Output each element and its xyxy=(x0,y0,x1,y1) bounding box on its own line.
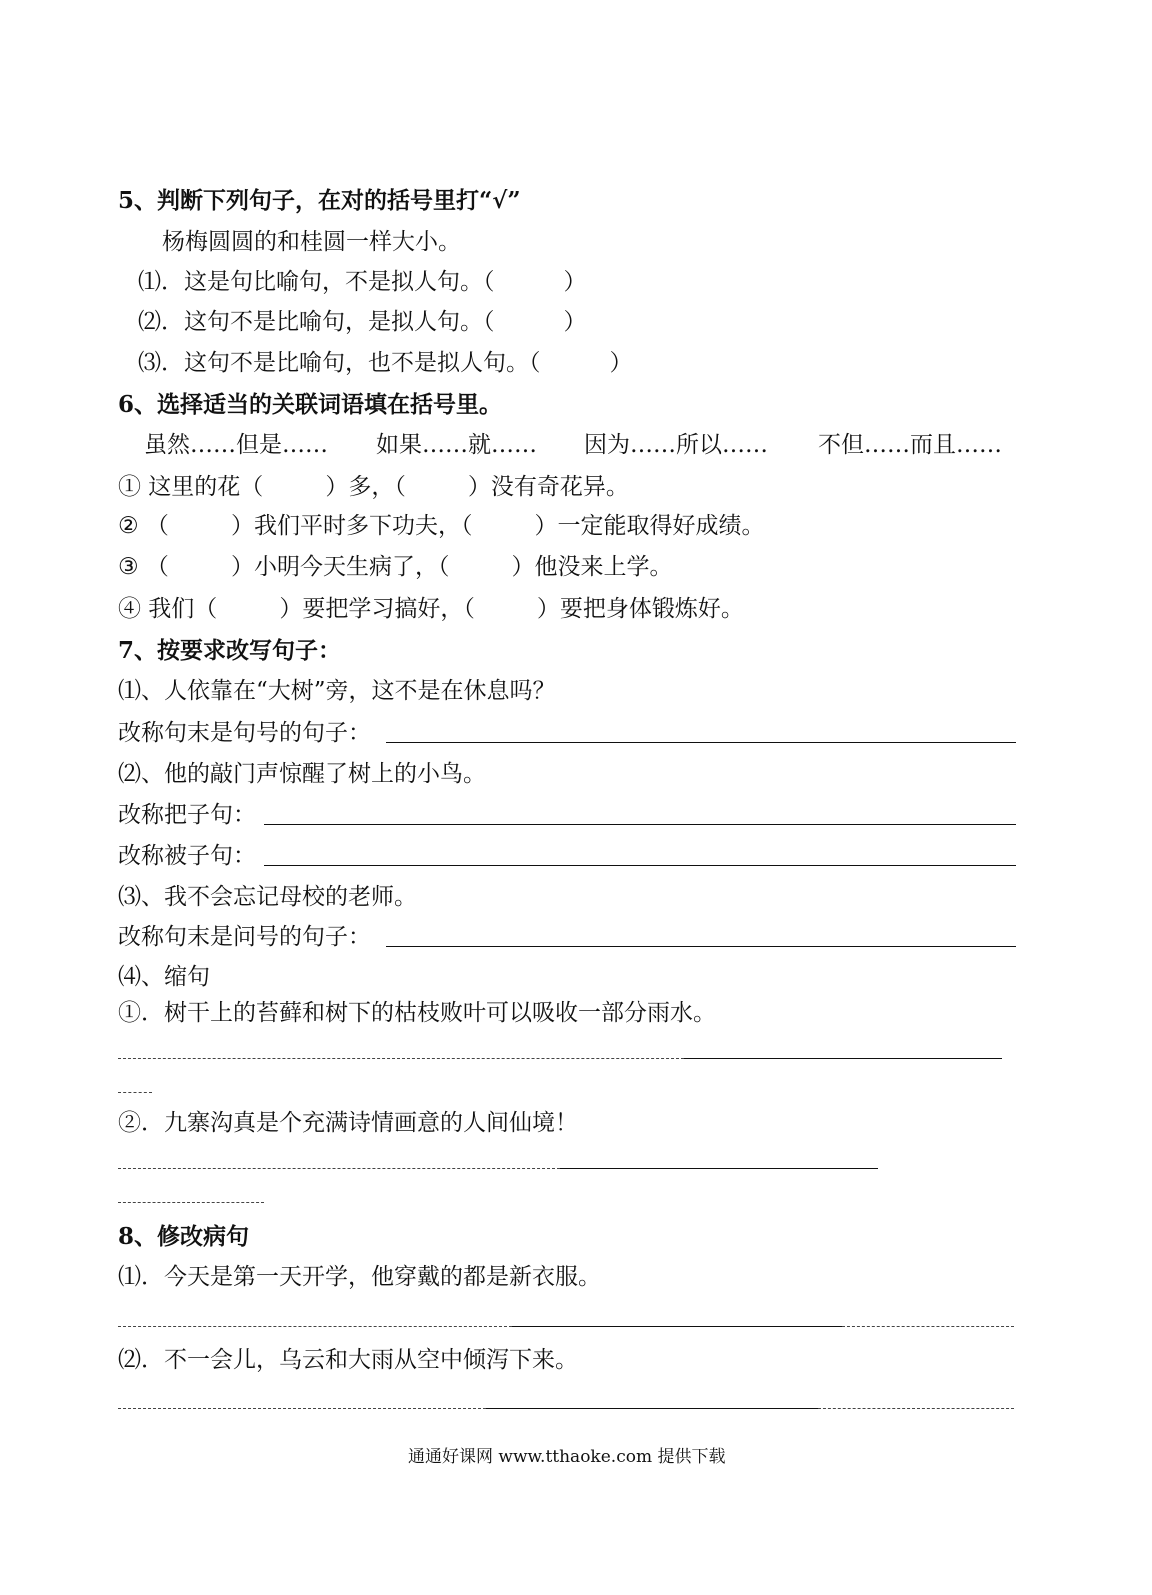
answer-line xyxy=(486,1408,818,1409)
q6-choice-2: 如果……就…… xyxy=(376,432,537,458)
answer-line xyxy=(560,1168,878,1169)
q6-choice-4: 不但……而且…… xyxy=(818,432,1002,458)
answer-line xyxy=(818,1408,1014,1409)
q5-option-1: ⑴．这是句比喻句，不是拟人句。（ ） xyxy=(138,269,587,295)
q7-sentence-4: ⑷、缩句 xyxy=(118,964,210,990)
q7-sentence-3: ⑶、我不会忘记母校的老师。 xyxy=(118,884,417,910)
answer-line xyxy=(684,1058,1002,1059)
q7-sentence-2: ⑵、他的敲门声惊醒了树上的小鸟。 xyxy=(118,761,486,787)
q8-heading: 8、修改病句 xyxy=(118,1223,250,1250)
answer-line xyxy=(386,742,1016,743)
q7-sentence-4a: ①．树干上的苔藓和树下的枯枝败叶可以吸收一部分雨水。 xyxy=(118,1000,716,1026)
q7-task-2b: 改称被子句： xyxy=(118,843,256,869)
q5-option-2: ⑵．这句不是比喻句，是拟人句。（ ） xyxy=(138,309,587,335)
answer-line xyxy=(118,1092,152,1093)
q7-task-3: 改称句末是问号的句子： xyxy=(118,924,371,950)
q7-sentence-1: ⑴、人依靠在“大树”旁，这不是在休息吗？ xyxy=(118,678,556,704)
answer-line xyxy=(842,1326,1014,1327)
answer-line xyxy=(118,1408,486,1409)
q5-option-3: ⑶．这句不是比喻句，也不是拟人句。（ ） xyxy=(138,350,633,376)
answer-line xyxy=(118,1058,684,1059)
answer-line xyxy=(118,1326,512,1327)
answer-line xyxy=(118,1168,560,1169)
q6-choice-1: 虽然……但是…… xyxy=(144,432,328,458)
footer-text: 通通好课网 www.tthaoke.com 提供下载 xyxy=(408,1447,726,1467)
answer-line xyxy=(264,824,1016,825)
q7-sentence-4b: ②．九寨沟真是个充满诗情画意的人间仙境！ xyxy=(118,1110,578,1136)
q7-task-1: 改称句末是句号的句子： xyxy=(118,720,371,746)
q6-heading: 6、选择适当的关联词语填在括号里。 xyxy=(118,391,503,418)
q6-item-1: ① 这里的花（ ）多，（ ）没有奇花异。 xyxy=(118,474,629,500)
q6-item-3: ③ （ ）小明今天生病了，（ ）他没来上学。 xyxy=(118,554,673,580)
q8-sentence-2: ⑵．不一会儿，乌云和大雨从空中倾泻下来。 xyxy=(118,1347,578,1373)
answer-line xyxy=(264,865,1016,866)
answer-line xyxy=(386,946,1016,947)
q5-heading: 5、判断下列句子，在对的括号里打“√” xyxy=(118,187,521,214)
q5-sentence: 杨梅圆圆的和桂圆一样大小。 xyxy=(162,229,461,255)
answer-line xyxy=(512,1326,842,1327)
q8-sentence-1: ⑴．今天是第一天开学，他穿戴的都是新衣服。 xyxy=(118,1264,601,1290)
answer-line xyxy=(118,1202,264,1203)
q7-heading: 7、按要求改写句子： xyxy=(118,637,342,664)
q6-item-2: ② （ ）我们平时多下功夫，（ ）一定能取得好成绩。 xyxy=(118,513,765,539)
q6-choice-3: 因为……所以…… xyxy=(584,432,768,458)
q7-task-2a: 改称把子句： xyxy=(118,802,256,828)
q6-item-4: ④ 我们（ ）要把学习搞好，（ ）要把身体锻炼好。 xyxy=(118,596,744,622)
